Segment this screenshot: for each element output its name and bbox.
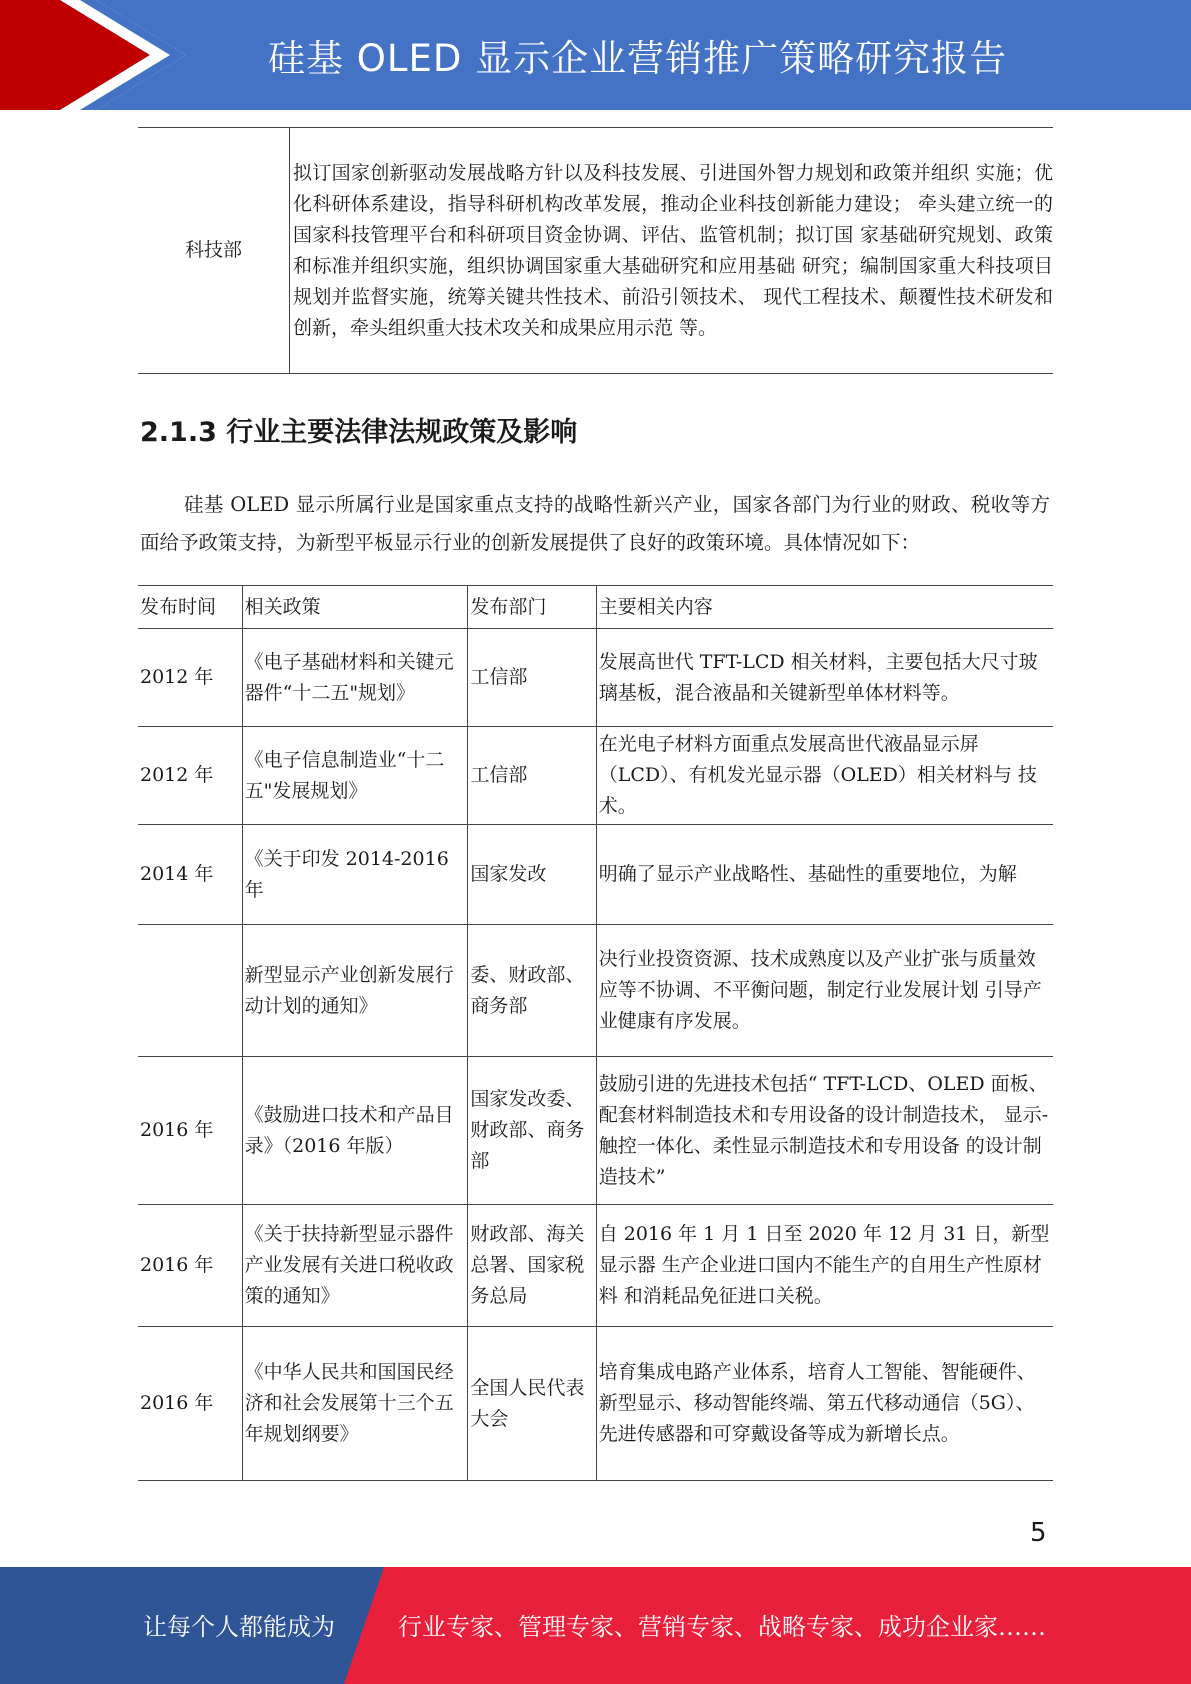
- department-cell: 财政部、海关总署、国家税务总局: [468, 1205, 596, 1327]
- content-cell: 在光电子材料方面重点发展高世代液晶显示屏（LCD）、有机发光显示器（OLED）相关材料与 技术。: [596, 727, 1053, 825]
- policy-cell: 《电子基础材料和关键元器件“十二五"规划》: [242, 629, 468, 727]
- department-duty-cell: 拟订国家创新驱动发展战略方针以及科技发展、引进国外智力规划和政策并组织 实施；优化科研体系建设，指导科研机构改革发展，推动企业科技创新能力建设； 牵头建立统一的国家科技管理平台和科研项目资金协调、评估、监管机制；拟订国 家基础研究规划、政策和标准并组织实施，组织协调国家重大基础研究和应用基础 研究；编制国家重大科技项目规划并监督实施，统筹关键共性技术、前沿引领技术、 现代工程技术、颠覆性技术研发和创新，牵头组织重大技术攻关和成果应用示范 等。: [293, 161, 1053, 339]
- content-cell: 发展高世代 TFT-LCD 相关材料，主要包括大尺寸玻璃基板，混合液晶和关键新型单体材料等。: [596, 629, 1053, 727]
- table-header-row: [138, 586, 1053, 629]
- content-cell: 培育集成电路产业体系，培育人工智能、智能硬件、新型显示、移动智能终端、第五代移动通信（5G）、先进传感器和可穿戴设备等成为新增长点。: [596, 1327, 1053, 1481]
- policy-cell: 《关于印发 2014-2016 年: [242, 825, 468, 925]
- department-cell: 工信部: [468, 727, 596, 825]
- footer-slogan-right: 行业专家、管理专家、营销专家、战略专家、成功企业家……: [398, 1613, 1046, 1641]
- page-number: 5: [1030, 1518, 1047, 1548]
- ministry-duty-table: [138, 127, 1053, 374]
- section-heading: 2.1.3 行业主要法律法规政策及影响: [140, 417, 578, 448]
- column-header-year: 发布时间: [140, 595, 217, 618]
- page-footer: [0, 1567, 1191, 1684]
- table-row: [138, 925, 1053, 1057]
- policy-cell: 《电子信息制造业“十二五"发展规划》: [242, 727, 468, 825]
- column-header-policy: 相关政策: [242, 586, 468, 629]
- department-cell: 国家发改: [468, 825, 596, 925]
- content-cell: 自 2016 年 1 月 1 日至 2020 年 12 月 31 日，新型显示器 生产企业进口国内不能生产的自用生产性原材料 和消耗品免征进口关税。: [596, 1205, 1053, 1327]
- department-cell: 工信部: [468, 629, 596, 727]
- year-cell: 2014 年: [138, 825, 242, 925]
- policy-table: [138, 585, 1053, 1481]
- department-cell: 全国人民代表大会: [468, 1327, 596, 1481]
- department-cell: 科技部: [138, 128, 290, 374]
- department-cell: 委、财政部、商务部: [468, 925, 596, 1057]
- policy-cell: 新型显示产业创新发展行动计划的通知》: [242, 925, 468, 1057]
- section-intro-paragraph: 硅基 OLED 显示所属行业是国家重点支持的战略性新兴产业，国家各部门为行业的财政、税收等方面给予政策支持，为新型平板显示行业的创新发展提供了良好的政策环境。具体情况如下：: [140, 493, 1050, 554]
- table-row: [138, 1205, 1053, 1327]
- table-row: [138, 727, 1053, 825]
- year-cell: 2012 年: [138, 629, 242, 727]
- department-cell: 国家发改委、财政部、商务部: [468, 1057, 596, 1205]
- page-header: [0, 0, 1191, 110]
- table-row: [138, 1327, 1053, 1481]
- footer-slogan-left: 让每个人都能成为: [143, 1613, 335, 1641]
- policy-cell: 《鼓励进口技术和产品目录》（2016 年版）: [242, 1057, 468, 1205]
- year-cell: 2016 年: [138, 1057, 242, 1205]
- table-row: [138, 1057, 1053, 1205]
- year-cell: 2012 年: [138, 727, 242, 825]
- content-cell: 明确了显示产业战略性、基础性的重要地位，为解: [596, 825, 1053, 925]
- report-title: 硅基 OLED 显示企业营销推广策略研究报告: [268, 37, 1008, 80]
- content-cell: 鼓励引进的先进技术包括“ TFT-LCD、OLED 面板、 配套材料制造技术和专用设备的设计制造技术， 显示-触控一体化、柔性显示制造技术和专用设备 的设计制造技术”: [596, 1057, 1053, 1205]
- policy-cell: 《中华人民共和国国民经济和社会发展第十三个五年规划纲要》: [242, 1327, 468, 1481]
- policy-cell: 《关于扶持新型显示器件产业发展有关进口税收政策的通知》: [242, 1205, 468, 1327]
- table-row: [138, 825, 1053, 925]
- table-row: [138, 128, 1053, 374]
- column-header-department: 发布部门: [468, 586, 596, 629]
- year-cell: 2016 年: [138, 1327, 242, 1481]
- column-header-content: 主要相关内容: [596, 586, 1053, 629]
- year-cell: [138, 925, 242, 1057]
- content-cell: 决行业投资资源、技术成熟度以及产业扩张与质量效应等不协调、不平衡问题，制定行业发展计划 引导产业健康有序发展。: [596, 925, 1053, 1057]
- table-row: [138, 629, 1053, 727]
- year-cell: 2016 年: [138, 1205, 242, 1327]
